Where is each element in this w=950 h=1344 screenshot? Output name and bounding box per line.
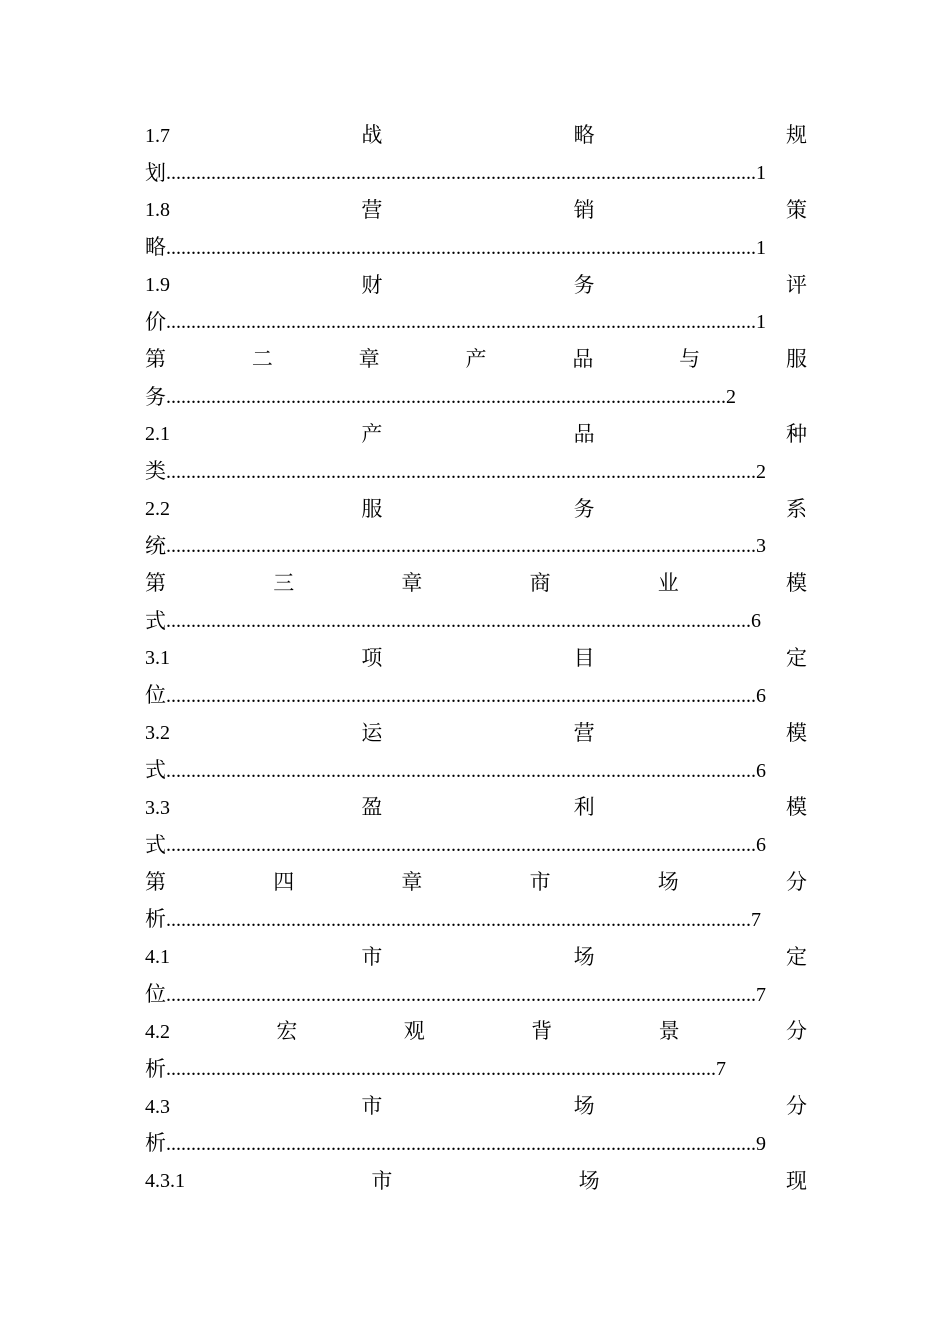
- toc-heading-part: 宏: [276, 1019, 298, 1044]
- toc-entry-heading[interactable]: [145, 640, 807, 677]
- toc-leader-dots: ......................................................................................................................: [166, 983, 756, 1006]
- toc-heading-part: 背: [531, 1019, 553, 1044]
- toc-entry-leader[interactable]: [145, 304, 807, 341]
- toc-page-number: 1: [756, 311, 766, 334]
- toc-heading-part: 系: [785, 496, 807, 521]
- toc-leader-dots: .....................................................................................................................: [166, 610, 751, 633]
- toc-heading-part: 品: [572, 347, 594, 372]
- toc-heading-part: 四: [273, 870, 295, 895]
- toc-heading-last-char: 式: [145, 608, 166, 633]
- toc-heading-last-char: 划: [145, 160, 166, 185]
- toc-entry-leader[interactable]: [145, 154, 807, 191]
- toc-heading-part: 销: [573, 197, 595, 222]
- toc-entry-heading[interactable]: [145, 117, 807, 154]
- toc-heading-part: 模: [785, 720, 807, 745]
- toc-heading-part: 3.1: [145, 647, 170, 670]
- toc-heading-part: 章: [401, 870, 423, 895]
- toc-heading-part: 3.2: [145, 722, 170, 745]
- toc-heading-part: 产: [361, 421, 383, 446]
- toc-heading-part: 章: [401, 571, 423, 596]
- toc-heading-part: 景: [658, 1019, 680, 1044]
- toc-heading-last-char: 位: [145, 683, 166, 708]
- toc-heading-part: 市: [371, 1168, 393, 1193]
- toc-entry-leader[interactable]: [145, 677, 807, 714]
- toc-heading-part: 盈: [361, 795, 383, 820]
- toc-heading-part: 品: [573, 421, 595, 446]
- toc-heading-last-char: 位: [145, 982, 166, 1007]
- toc-heading-part: 策: [785, 197, 807, 222]
- toc-page-number: 2: [726, 386, 736, 409]
- toc-entry-heading[interactable]: [145, 266, 807, 303]
- toc-heading-part: 运: [361, 720, 383, 745]
- toc-heading-part: 营: [361, 197, 383, 222]
- table-of-contents: [145, 117, 807, 1200]
- toc-leader-dots: ................................................................................................................: [166, 386, 726, 409]
- toc-leader-dots: ......................................................................................................................: [166, 535, 756, 558]
- toc-heading-part: 1.8: [145, 199, 170, 222]
- toc-heading-part: 4.3.1: [145, 1170, 185, 1193]
- toc-heading-last-char: 式: [145, 758, 166, 783]
- toc-heading-part: 务: [573, 272, 595, 297]
- toc-heading-part: 第: [145, 870, 166, 895]
- toc-entry-heading[interactable]: [145, 416, 807, 453]
- toc-leader-dots: ......................................................................................................................: [166, 162, 756, 185]
- toc-entry-heading[interactable]: [145, 1163, 807, 1200]
- toc-entry-heading[interactable]: [145, 490, 807, 527]
- toc-leader-dots: ......................................................................................................................: [166, 236, 756, 259]
- toc-leader-dots: ......................................................................................................................: [166, 311, 756, 334]
- toc-heading-part: 评: [785, 272, 807, 297]
- toc-entry-leader[interactable]: [145, 229, 807, 266]
- toc-page-number: 3: [756, 535, 766, 558]
- toc-heading-last-char: 析: [145, 907, 166, 932]
- toc-heading-part: 现: [785, 1168, 807, 1193]
- toc-page-number: 6: [756, 759, 766, 782]
- toc-heading-part: 分: [785, 1019, 807, 1044]
- toc-page-number: 6: [751, 610, 761, 633]
- toc-page-number: 6: [756, 834, 766, 857]
- toc-heading-part: 与: [679, 347, 701, 372]
- toc-entry-heading[interactable]: [145, 789, 807, 826]
- toc-heading-part: 三: [273, 571, 295, 596]
- toc-entry-heading[interactable]: [145, 1088, 807, 1125]
- toc-heading-part: 场: [578, 1168, 600, 1193]
- toc-heading-part: 产: [465, 347, 487, 372]
- toc-heading-part: 观: [403, 1019, 425, 1044]
- toc-heading-part: 目: [573, 645, 595, 670]
- toc-entry-heading[interactable]: [145, 192, 807, 229]
- toc-leader-dots: ......................................................................................................................: [166, 759, 756, 782]
- toc-heading-part: 市: [361, 944, 383, 969]
- toc-entry-leader[interactable]: [145, 827, 807, 864]
- toc-heading-part: 营: [573, 720, 595, 745]
- toc-page-number: 1: [756, 162, 766, 185]
- toc-heading-part: 利: [573, 795, 595, 820]
- toc-heading-part: 场: [573, 944, 595, 969]
- toc-heading-part: 财: [361, 272, 383, 297]
- toc-heading-part: 场: [573, 1094, 595, 1119]
- toc-leader-dots: ......................................................................................................................: [166, 834, 756, 857]
- toc-page-number: 7: [751, 908, 761, 931]
- toc-entry-heading[interactable]: [145, 1013, 807, 1050]
- toc-entry-leader[interactable]: [145, 752, 807, 789]
- toc-heading-last-char: 略: [145, 235, 166, 260]
- toc-heading-part: 第: [145, 571, 166, 596]
- toc-heading-last-char: 析: [145, 1131, 166, 1156]
- toc-heading-part: 市: [529, 870, 551, 895]
- toc-entry-leader[interactable]: [145, 901, 807, 938]
- toc-heading-part: 章: [358, 347, 380, 372]
- toc-heading-last-char: 析: [145, 1056, 166, 1081]
- toc-heading-part: 第: [145, 347, 166, 372]
- toc-page-number: 2: [756, 460, 766, 483]
- toc-leader-dots: ......................................................................................................................: [166, 684, 756, 707]
- toc-entry-heading[interactable]: [145, 715, 807, 752]
- toc-page-number: 7: [716, 1058, 726, 1081]
- toc-leader-dots: ......................................................................................................................: [166, 460, 756, 483]
- toc-entry-leader[interactable]: [145, 378, 807, 415]
- toc-heading-part: 2.2: [145, 498, 170, 521]
- toc-entry-leader[interactable]: [145, 453, 807, 490]
- toc-heading-part: 3.3: [145, 796, 170, 819]
- toc-heading-part: 1.7: [145, 124, 170, 147]
- toc-heading-last-char: 价: [145, 309, 166, 334]
- toc-entry-heading[interactable]: [145, 565, 807, 602]
- toc-heading-last-char: 式: [145, 832, 166, 857]
- toc-heading-part: 模: [785, 795, 807, 820]
- toc-heading-part: 服: [785, 347, 807, 372]
- toc-entry-heading[interactable]: [145, 341, 807, 378]
- toc-heading-last-char: 务: [145, 384, 166, 409]
- toc-leader-dots: .....................................................................................................................: [166, 908, 751, 931]
- toc-leader-dots: ..............................................................................................................: [166, 1058, 716, 1081]
- toc-heading-part: 商: [529, 571, 551, 596]
- toc-page-number: 7: [756, 983, 766, 1006]
- toc-entry-heading[interactable]: [145, 864, 807, 901]
- toc-heading-last-char: 统: [145, 533, 166, 558]
- toc-heading-part: 2.1: [145, 423, 170, 446]
- toc-entry-heading[interactable]: [145, 939, 807, 976]
- toc-heading-part: 项: [361, 645, 383, 670]
- toc-heading-part: 务: [573, 496, 595, 521]
- toc-entry-leader[interactable]: [145, 602, 807, 639]
- toc-heading-part: 4.2: [145, 1020, 170, 1043]
- toc-heading-part: 二: [251, 347, 273, 372]
- toc-heading-part: 模: [785, 571, 807, 596]
- toc-heading-part: 业: [657, 571, 679, 596]
- toc-heading-part: 市: [361, 1094, 383, 1119]
- toc-entry-leader[interactable]: [145, 1051, 807, 1088]
- toc-heading-part: 规: [785, 123, 807, 148]
- toc-page-number: 6: [756, 684, 766, 707]
- toc-heading-part: 定: [785, 944, 807, 969]
- toc-entry-leader[interactable]: [145, 976, 807, 1013]
- toc-heading-part: 服: [361, 496, 383, 521]
- toc-heading-part: 分: [785, 1094, 807, 1119]
- toc-heading-part: 分: [785, 870, 807, 895]
- toc-heading-part: 定: [785, 645, 807, 670]
- toc-heading-part: 4.1: [145, 946, 170, 969]
- toc-heading-part: 4.3: [145, 1095, 170, 1118]
- toc-entry-leader[interactable]: [145, 528, 807, 565]
- toc-heading-part: 种: [785, 421, 807, 446]
- toc-heading-part: 场: [657, 870, 679, 895]
- toc-page-number: 9: [756, 1132, 766, 1155]
- toc-leader-dots: ......................................................................................................................: [166, 1132, 756, 1155]
- toc-heading-part: 1.9: [145, 274, 170, 297]
- toc-entry-leader[interactable]: [145, 1125, 807, 1162]
- toc-heading-part: 略: [573, 123, 595, 148]
- toc-page-number: 1: [756, 236, 766, 259]
- toc-heading-last-char: 类: [145, 459, 166, 484]
- toc-heading-part: 战: [361, 123, 383, 148]
